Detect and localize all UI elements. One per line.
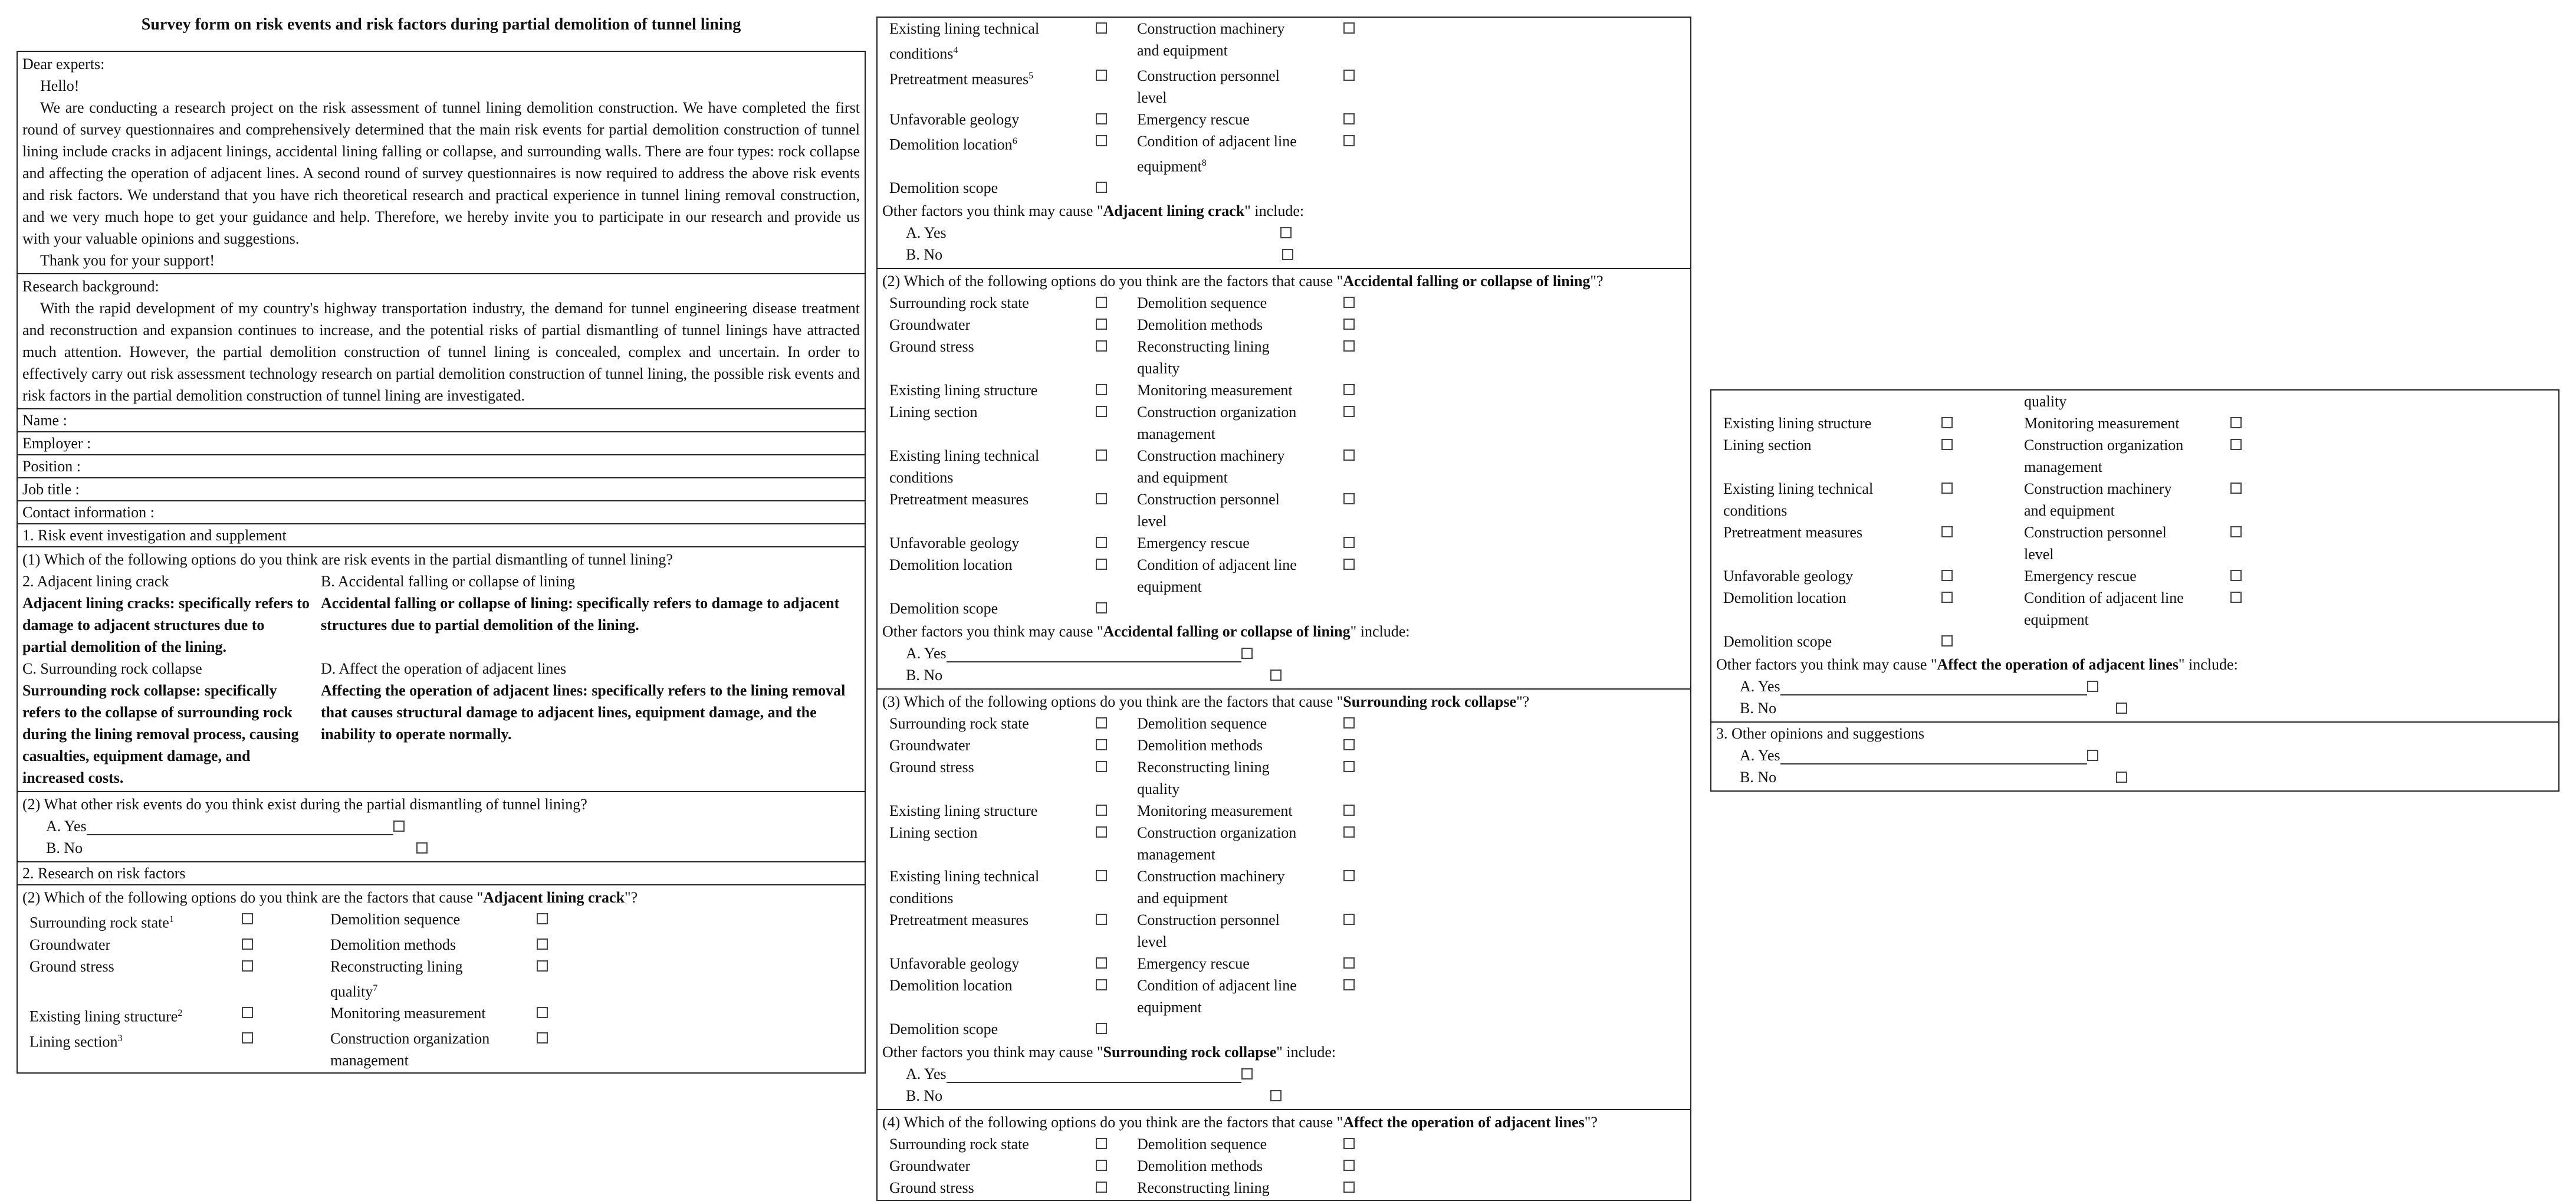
factor-checkbox[interactable] bbox=[1096, 297, 1107, 308]
factor-label: Demolition scope bbox=[889, 600, 998, 618]
factor-checkbox[interactable] bbox=[1096, 340, 1107, 352]
factor-label: Monitoring measurement bbox=[1137, 802, 1293, 820]
hello-text: Hello! bbox=[40, 77, 80, 94]
factor-label: Construction machinery and equipment bbox=[1137, 868, 1285, 907]
factor-label: Existing lining structure bbox=[889, 382, 1038, 399]
factor-checkbox[interactable] bbox=[1941, 526, 1953, 537]
crack-factor-grid bbox=[18, 908, 865, 1072]
yes-checkbox[interactable] bbox=[1241, 1068, 1253, 1079]
factor-label: Existing lining technical conditions bbox=[889, 868, 1040, 907]
factor-checkbox[interactable] bbox=[2230, 526, 2242, 537]
event-option-d[interactable]: D. Affect the operation of adjacent lines Affecting the operation of adjacent lines: specifically refers to the lining removal that causes structural damage to adjacent lines, equipment damage, and the inability to operate normally. bbox=[321, 660, 846, 743]
factor-label: Monitoring measurement bbox=[2024, 415, 2180, 432]
question-1: (1) Which of the following options do you think are risk events in the partial dismantling of tunnel lining? bbox=[22, 551, 673, 568]
factor-checkbox[interactable] bbox=[1096, 319, 1107, 330]
factor-label: Reconstructing lining quality bbox=[1137, 759, 1270, 798]
factor-label: Construction personnel level bbox=[1137, 911, 1280, 951]
fall-factors-block bbox=[878, 268, 1690, 688]
event-option-b[interactable]: B. Accidental falling or collapse of lining Accidental falling or collapse of lining: specifically refers to damage to adjacent structures due to partial demolition of the lining. bbox=[321, 573, 840, 634]
greeting: Dear experts: bbox=[22, 55, 105, 73]
yes-checkbox[interactable] bbox=[1241, 648, 1253, 659]
factor-label: Demolition methods bbox=[1137, 316, 1263, 334]
factor-label: Lining section$^3$ bbox=[29, 1033, 123, 1051]
factor-checkbox[interactable] bbox=[1096, 805, 1107, 816]
ops-factors-block bbox=[878, 1109, 1690, 1200]
yes-checkbox[interactable] bbox=[1280, 227, 1292, 238]
factor-label: quality bbox=[2024, 393, 2067, 410]
factor-label: Emergency rescue bbox=[1137, 955, 1250, 973]
yes-label: A. Yes bbox=[906, 645, 947, 662]
factor-checkbox[interactable] bbox=[1941, 592, 1953, 603]
factor-label: Construction organization management bbox=[1137, 824, 1297, 864]
factor-checkbox[interactable] bbox=[1343, 1138, 1355, 1149]
factor-checkbox[interactable] bbox=[1343, 406, 1355, 417]
factor-checkbox[interactable] bbox=[1343, 739, 1355, 750]
factor-label: Construction organization management bbox=[2024, 437, 2184, 475]
factor-checkbox[interactable] bbox=[1343, 70, 1355, 81]
factor-checkbox[interactable] bbox=[537, 1032, 548, 1044]
factor-checkbox[interactable] bbox=[537, 939, 548, 950]
factor-checkbox[interactable] bbox=[1096, 1138, 1107, 1149]
factor-checkbox[interactable] bbox=[1096, 182, 1107, 193]
other-crack-factors: Other factors you think may cause "Adjacent lining crack" include: bbox=[882, 202, 1305, 220]
yes-label: A. Yes bbox=[906, 224, 947, 242]
research-background bbox=[18, 273, 865, 408]
factor-checkbox[interactable] bbox=[2230, 439, 2242, 450]
factor-label: Surrounding rock state$^1$ bbox=[29, 914, 174, 931]
factor-checkbox[interactable] bbox=[1343, 22, 1355, 34]
factor-checkbox[interactable] bbox=[1096, 406, 1107, 417]
factor-checkbox[interactable] bbox=[1096, 113, 1107, 124]
question-fall-factors: (2) Which of the following options do you think are the factors that cause "Accidental falling or collapse of lining"? bbox=[882, 273, 1604, 290]
factor-checkbox[interactable] bbox=[1096, 957, 1107, 969]
factor-label: Pretreatment measures bbox=[889, 911, 1029, 929]
factor-label: Demolition location$^6$ bbox=[889, 136, 1017, 153]
section-1-title: 1. Risk event investigation and supplement bbox=[18, 523, 865, 546]
factor-checkbox[interactable] bbox=[1941, 570, 1953, 581]
rock-factor-grid bbox=[878, 713, 1690, 1041]
factor-checkbox[interactable] bbox=[1096, 914, 1107, 925]
factor-checkbox[interactable] bbox=[1096, 1023, 1107, 1034]
factor-label: Groundwater bbox=[889, 316, 971, 334]
ops-factor-grid-continued bbox=[1711, 391, 2558, 654]
factor-checkbox[interactable] bbox=[1096, 493, 1107, 504]
factor-checkbox[interactable] bbox=[1343, 493, 1355, 504]
factor-checkbox[interactable] bbox=[1343, 113, 1355, 124]
factor-checkbox[interactable] bbox=[2230, 592, 2242, 603]
ops-factors-continued bbox=[1711, 391, 2558, 721]
no-checkbox[interactable] bbox=[1270, 1090, 1282, 1101]
no-checkbox[interactable] bbox=[416, 842, 428, 854]
factor-label: Construction machinery and equipment bbox=[2024, 480, 2172, 519]
factor-label: Construction personnel level bbox=[1137, 491, 1280, 530]
factor-label: Existing lining structure bbox=[889, 802, 1038, 820]
yes-answer-line[interactable] bbox=[1780, 678, 2087, 695]
factor-label: Condition of adjacent line equipment bbox=[1137, 977, 1297, 1016]
factor-label: Reconstructing lining quality$^7$ bbox=[330, 957, 463, 1000]
survey-table-1 bbox=[17, 51, 866, 1074]
factor-checkbox[interactable] bbox=[1096, 739, 1107, 750]
factor-label: Emergency rescue bbox=[1137, 534, 1250, 552]
factor-label: Construction personnel level bbox=[2024, 524, 2167, 563]
yes-answer-line[interactable] bbox=[1780, 747, 2087, 764]
no-checkbox[interactable] bbox=[2116, 703, 2127, 714]
factor-checkbox[interactable] bbox=[1096, 1160, 1107, 1171]
factor-checkbox[interactable] bbox=[1941, 635, 1953, 647]
crack-yes-no bbox=[878, 222, 1690, 268]
factor-label: Monitoring measurement bbox=[1137, 382, 1293, 399]
factor-label: Demolition scope bbox=[889, 179, 998, 197]
factor-checkbox[interactable] bbox=[1343, 805, 1355, 816]
factor-label: Demolition sequence bbox=[1137, 715, 1267, 733]
factor-label: Lining section bbox=[1723, 437, 1812, 454]
factor-checkbox[interactable] bbox=[1343, 135, 1355, 146]
no-checkbox[interactable] bbox=[1270, 670, 1282, 681]
factor-checkbox[interactable] bbox=[1343, 1160, 1355, 1171]
other-rock-factors: Other factors you think may cause "Surrounding rock collapse" include: bbox=[882, 1044, 1336, 1061]
factor-checkbox[interactable] bbox=[1096, 717, 1107, 729]
yes-answer-line[interactable] bbox=[87, 818, 393, 835]
factor-label: Ground stress bbox=[889, 338, 974, 356]
factor-checkbox[interactable] bbox=[1096, 761, 1107, 772]
factor-checkbox[interactable] bbox=[242, 1032, 253, 1044]
other-opinions-block bbox=[1711, 721, 2558, 790]
factor-checkbox[interactable] bbox=[1343, 826, 1355, 838]
yes-checkbox[interactable] bbox=[2087, 750, 2098, 761]
factor-checkbox[interactable] bbox=[1343, 870, 1355, 881]
factor-checkbox[interactable] bbox=[1096, 135, 1107, 146]
factor-checkbox[interactable] bbox=[1343, 979, 1355, 990]
factor-label: Construction organization management bbox=[1137, 403, 1297, 443]
factor-checkbox[interactable] bbox=[1096, 22, 1107, 34]
factor-label: Construction machinery and equipment bbox=[1137, 20, 1285, 59]
rock-yes-no bbox=[878, 1063, 1690, 1109]
letter-body: We are conducting a research project on the risk assessment of tunnel lining demolition construction. We have completed the first round of survey questionnaires and comprehensively determined that the main risk events for partial demolition construction of tunnel lining include cracks in adjacent linings, accidental lining falling or collapse, and surrounding walls. There are four types: rock collapse and affecting the operation of adjacent lines. A second round of survey questionnaires is now required to address the above risk events and risk factors. We understand that you have rich theoretical research and practical experience in tunnel lining removal construction, and we very much hope to get your guidance and help. Therefore, we hereby invite you to participate in our research and provide us with your valuable opinions and suggestions. bbox=[22, 99, 860, 247]
factor-label: Demolition location bbox=[889, 556, 1013, 574]
factor-label: Condition of adjacent line equipment$^8$ bbox=[1137, 132, 1297, 175]
factor-label: Surrounding rock state bbox=[889, 294, 1029, 312]
risk-event-options bbox=[18, 570, 865, 791]
crack-factors-block bbox=[18, 884, 865, 1072]
factor-checkbox[interactable] bbox=[1096, 449, 1107, 461]
factor-label: Existing lining structure$^2$ bbox=[29, 1008, 183, 1025]
factor-label: Demolition sequence bbox=[1137, 294, 1267, 312]
thanks-text: Thank you for your support! bbox=[40, 252, 215, 269]
factor-checkbox[interactable] bbox=[242, 939, 253, 950]
factor-label: Existing lining structure bbox=[1723, 415, 1872, 432]
factor-label: Surrounding rock state bbox=[889, 715, 1029, 733]
factor-checkbox[interactable] bbox=[1343, 559, 1355, 570]
factor-checkbox[interactable] bbox=[242, 1007, 253, 1018]
factor-checkbox[interactable] bbox=[537, 913, 548, 924]
other-ops-factors: Other factors you think may cause "Affect the operation of adjacent lines" include: bbox=[1716, 656, 2238, 673]
yes-label: A. Yes bbox=[1740, 678, 1780, 695]
other-fall-factors: Other factors you think may cause "Accidental falling or collapse of lining" include: bbox=[882, 623, 1410, 641]
factor-label: Unfavorable geology bbox=[1723, 567, 1854, 585]
factor-checkbox[interactable] bbox=[242, 913, 253, 924]
event-option-a[interactable]: 2. Adjacent lining crack Adjacent lining cracks: specifically refers to damage to adjacent structures due to partial demolition of the lining. bbox=[22, 573, 310, 655]
page-1 bbox=[17, 13, 866, 1074]
no-label: B. No bbox=[1740, 700, 1777, 717]
factor-checkbox[interactable] bbox=[1941, 483, 1953, 494]
factor-label: Unfavorable geology bbox=[889, 110, 1020, 128]
factor-checkbox[interactable] bbox=[1096, 559, 1107, 570]
factor-label: Ground stress bbox=[889, 1179, 974, 1197]
yes-checkbox[interactable] bbox=[393, 821, 405, 832]
crack-factors-continued bbox=[878, 18, 1690, 268]
factor-label: Groundwater bbox=[889, 1157, 971, 1175]
factor-checkbox[interactable] bbox=[2230, 417, 2242, 428]
background-text: With the rapid development of my country's highway transportation industry, the demand for tunnel engineering disease treatment and reconstruction and expansion continues to increase, and the potential risks of partial dismantling of tunnel linings have attracted much attention. However, the partial demolition construction of tunnel lining is concealed, complex and uncertain. In order to effectively carry out risk assessment technology research on partial demolition construction of tunnel lining, the possible risk events and risk factors in the partial demolition construction of tunnel lining are investigated. bbox=[22, 300, 860, 404]
job-title-field[interactable]: Job title : bbox=[18, 477, 865, 500]
no-label: B. No bbox=[906, 246, 943, 264]
factor-label: Construction personnel level bbox=[1137, 67, 1280, 106]
factor-checkbox[interactable] bbox=[1343, 1182, 1355, 1193]
factor-label: Condition of adjacent line equipment bbox=[1137, 556, 1297, 596]
event-option-c[interactable]: C. Surrounding rock collapse Surrounding rock collapse: specifically refers to the collapse of surrounding rock during the lining removal process, causing casualties, equipment damage, and increased costs. bbox=[22, 660, 299, 786]
factor-label: Unfavorable geology bbox=[889, 534, 1020, 552]
factor-checkbox[interactable] bbox=[1343, 297, 1355, 308]
factor-label: Monitoring measurement bbox=[330, 1005, 486, 1022]
name-field[interactable]: Name : bbox=[18, 408, 865, 431]
factor-checkbox[interactable] bbox=[1096, 870, 1107, 881]
yes-answer-line[interactable] bbox=[947, 645, 1241, 662]
yes-label: A. Yes bbox=[46, 818, 87, 835]
factor-label: Demolition methods bbox=[1137, 737, 1263, 754]
no-checkbox[interactable] bbox=[2116, 772, 2127, 783]
invitation-letter bbox=[18, 52, 865, 273]
background-heading: Research background: bbox=[22, 278, 159, 295]
contact-field[interactable]: Contact information : bbox=[18, 500, 865, 523]
factor-label: Emergency rescue bbox=[2024, 567, 2137, 585]
yes-checkbox[interactable] bbox=[2087, 681, 2098, 692]
factor-checkbox[interactable] bbox=[1343, 449, 1355, 461]
section-2-title: 2. Research on risk factors bbox=[18, 861, 865, 884]
yes-no-options bbox=[18, 815, 865, 861]
factor-label: Demolition sequence bbox=[1137, 1136, 1267, 1153]
survey-table-3 bbox=[1710, 389, 2559, 792]
factor-checkbox[interactable] bbox=[1096, 602, 1107, 613]
no-label: B. No bbox=[906, 667, 943, 684]
section-3-title: 3. Other opinions and suggestions bbox=[1716, 725, 1925, 742]
factor-label: Demolition sequence bbox=[330, 911, 461, 928]
factor-label: Demolition methods bbox=[1137, 1157, 1263, 1175]
question-rock-factors: (3) Which of the following options do you think are the factors that cause "Surrounding rock collapse"? bbox=[882, 693, 1530, 711]
factor-checkbox[interactable] bbox=[2230, 483, 2242, 494]
factor-label: Groundwater bbox=[29, 936, 111, 953]
other-risk-events-block bbox=[18, 791, 865, 861]
factor-checkbox[interactable] bbox=[1343, 914, 1355, 925]
factor-label: Demolition methods bbox=[330, 936, 456, 953]
factor-label: Construction organization management bbox=[330, 1029, 490, 1069]
factor-label: Emergency rescue bbox=[1137, 110, 1250, 128]
ops-factor-grid bbox=[878, 1133, 1690, 1200]
survey-table-2 bbox=[876, 17, 1691, 1201]
factor-label: Demolition location bbox=[1723, 589, 1846, 606]
factor-checkbox[interactable] bbox=[1096, 979, 1107, 990]
factor-label: Groundwater bbox=[889, 737, 971, 754]
factor-label: Demolition scope bbox=[889, 1020, 998, 1038]
page-3 bbox=[1710, 389, 2559, 792]
yes-answer-line[interactable] bbox=[947, 1065, 1241, 1083]
rock-factors-block bbox=[878, 688, 1690, 1109]
factor-label: Pretreatment measures bbox=[889, 491, 1029, 508]
factor-checkbox[interactable] bbox=[1096, 70, 1107, 81]
factor-checkbox[interactable] bbox=[1343, 384, 1355, 395]
factor-checkbox[interactable] bbox=[1096, 1182, 1107, 1193]
factor-checkbox[interactable] bbox=[1343, 319, 1355, 330]
factor-label: Demolition scope bbox=[1723, 633, 1832, 650]
page-title: Survey form on risk events and risk factors during partial demolition of tunnel lining bbox=[141, 15, 741, 34]
factor-checkbox[interactable] bbox=[1343, 957, 1355, 969]
no-label: B. No bbox=[906, 1087, 943, 1105]
factor-checkbox[interactable] bbox=[242, 960, 253, 972]
factor-label: Existing lining technical conditions bbox=[1723, 480, 1874, 519]
factor-checkbox[interactable] bbox=[2230, 570, 2242, 581]
fall-factor-grid bbox=[878, 292, 1690, 621]
factor-checkbox[interactable] bbox=[1343, 340, 1355, 352]
factor-checkbox[interactable] bbox=[1343, 537, 1355, 548]
factor-label: Existing lining technical conditions$^4$ bbox=[889, 20, 1040, 63]
yes-label: A. Yes bbox=[1740, 747, 1780, 764]
question-ops-factors: (4) Which of the following options do you think are the factors that cause "Affect the operation of adjacent lines"? bbox=[882, 1114, 1598, 1131]
factor-checkbox[interactable] bbox=[537, 960, 548, 972]
factor-checkbox[interactable] bbox=[1941, 417, 1953, 428]
no-label: B. No bbox=[1740, 769, 1777, 786]
factor-label: Lining section bbox=[889, 824, 978, 842]
question-crack-factors: (2) Which of the following options do you think are the factors that cause "Adjacent lining crack"? bbox=[22, 889, 638, 906]
ops-yes-no bbox=[1711, 675, 2558, 721]
factor-checkbox[interactable] bbox=[1096, 384, 1107, 395]
factor-label: Reconstructing lining bbox=[1137, 1179, 1270, 1197]
page-2 bbox=[876, 17, 1691, 1201]
yes-label: A. Yes bbox=[906, 1065, 947, 1083]
factor-label: Ground stress bbox=[29, 957, 114, 975]
factor-checkbox[interactable] bbox=[1941, 439, 1953, 450]
factor-label: Reconstructing lining quality bbox=[1137, 338, 1270, 378]
employer-field[interactable]: Employer : bbox=[18, 431, 865, 454]
fall-yes-no bbox=[878, 642, 1690, 688]
factor-label: Lining section bbox=[889, 403, 978, 421]
question-2: (2) What other risk events do you think exist during the partial dismantling of tunnel lining? bbox=[22, 796, 587, 813]
factor-label: Pretreatment measures$^5$ bbox=[889, 70, 1034, 88]
crack-factor-grid-continued bbox=[878, 18, 1690, 200]
factor-checkbox[interactable] bbox=[537, 1007, 548, 1018]
factor-checkbox[interactable] bbox=[1096, 537, 1107, 548]
factor-label: Ground stress bbox=[889, 759, 974, 776]
risk-events-block bbox=[18, 546, 865, 791]
no-label: B. No bbox=[46, 839, 83, 857]
factor-checkbox[interactable] bbox=[1096, 826, 1107, 838]
no-checkbox[interactable] bbox=[1282, 249, 1293, 260]
factor-label: Existing lining technical conditions bbox=[889, 447, 1040, 487]
opinions-yes-no bbox=[1711, 744, 2558, 790]
position-field[interactable]: Position : bbox=[18, 454, 865, 477]
factor-label: Unfavorable geology bbox=[889, 955, 1020, 973]
factor-label: Construction machinery and equipment bbox=[1137, 447, 1285, 487]
factor-label: Demolition location bbox=[889, 977, 1013, 995]
factor-checkbox[interactable] bbox=[1343, 717, 1355, 729]
factor-label: Condition of adjacent line equipment bbox=[2024, 589, 2184, 628]
factor-label: Pretreatment measures bbox=[1723, 524, 1863, 541]
factor-checkbox[interactable] bbox=[1343, 761, 1355, 772]
factor-label: Surrounding rock state bbox=[889, 1136, 1029, 1153]
